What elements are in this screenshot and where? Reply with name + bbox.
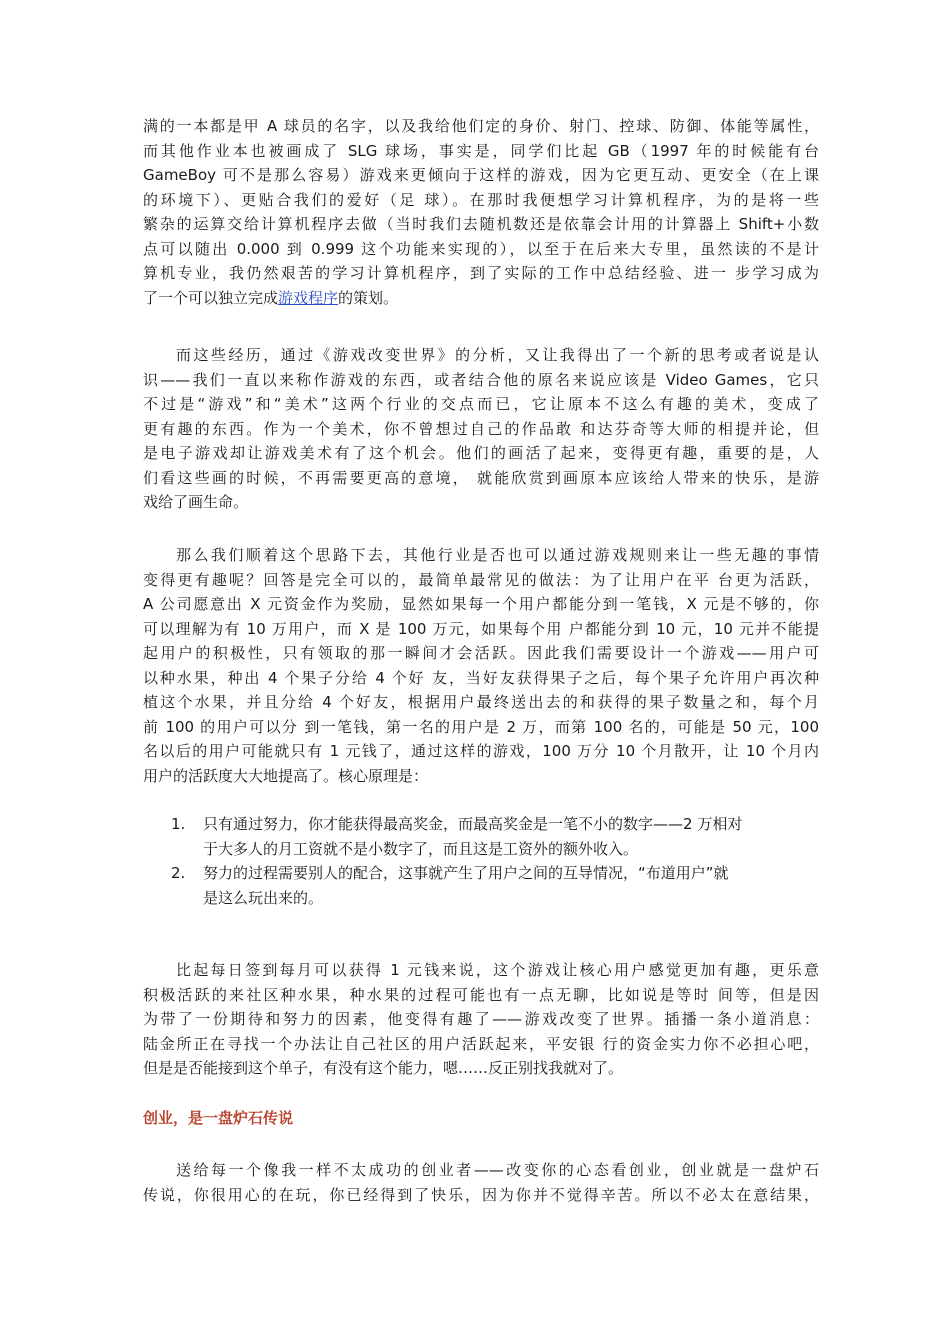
text-line: 们看这些画的时候，不再需要更高的意境， 就能欣赏到画原本应该给人带来的快乐，是游 xyxy=(143,468,819,487)
list-number: 1. xyxy=(171,815,186,833)
text-fragment: 了一个可以独立完成 xyxy=(143,288,279,307)
core-principles-list xyxy=(143,812,823,910)
text-line: 不过是“游戏”和“美术”这两个行业的交点而已，它让原本不这么有趣的美术，变成了 xyxy=(143,395,819,413)
text-line: 前 100 的用户可以分 到一笔钱，第一名的用户是 2 万，而第 100 名的，可能是 50 元，100 xyxy=(143,717,819,736)
text-line: 努力的过程需要别人的配合，这事就产生了用户之间的互导情况，“布道用户”就 xyxy=(203,864,729,882)
text-line: 可以理解为有 10 万用户，而 X 是 100 万元，如果每个用 户都能分到 10 元，10 元并不能提 xyxy=(143,619,819,638)
text-line: GameBoy 可不是那么容易）游戏来更倾向于这样的游戏，因为它更互动、更安全（在上课 xyxy=(143,166,819,184)
text-line: 繁杂的运算交给计算机程序去做（当时我们去随机数还是依靠会计用的计算器上 Shift+小数 xyxy=(143,215,819,233)
text-line: 比起每日签到每月可以获得 1 元钱来说，这个游戏让核心用户感觉更加有趣，更乐意 xyxy=(176,961,819,979)
text-line: 传说，你很用心的在玩，你已经得到了快乐，因为你并不觉得辛苦。所以不必太在意结果， xyxy=(143,1185,819,1204)
text-line: 变得更有趣呢？回答是完全可以的，最简单最常见的做法：为了让用户在平 台更为活跃， xyxy=(143,570,819,589)
text-line: 用户的活跃度大大地提高了。核心原理是： xyxy=(143,766,429,785)
text-line: 的环境下）、更贴合我们的爱好（足 球）。在那时我便想学习计算机程序，为的是将一些 xyxy=(143,190,819,209)
list-item xyxy=(143,861,823,910)
text-line: 名以后的用户可能就只有 1 元钱了，通过这样的游戏，100 万分 10 个月散开，让 10 个月内 xyxy=(143,742,819,760)
text-line: 陆金所正在寻找一个办法让自己社区的用户活跃起来，平安银 行的资金实力你不必担心吧， xyxy=(143,1034,819,1053)
text-line: 以种水果，种出 4 个果子分给 4 个好 友，当好友获得果子之后，每个果子允许用户再次种 xyxy=(143,668,819,687)
text-line: 送给每一个像我一样不太成功的创业者——改变你的心态看创业，创业就是一盘炉石 xyxy=(176,1161,819,1179)
paragraph-2 xyxy=(143,343,819,515)
text-line: 识——我们一直以来称作游戏的东西，或者结合他的原名来说应该是 Video Games，它只 xyxy=(143,370,819,389)
text-fragment: 的策划。 xyxy=(338,288,399,307)
paragraph-5 xyxy=(143,1158,819,1207)
paragraph-1 xyxy=(143,114,819,310)
text-line: 满的一本都是甲 A 球员的名字，以及我给他们定的身价、射门、控球、防御、体能等属性， xyxy=(143,117,819,135)
text-line: 是电子游戏却让游戏美术有了这个机会。他们的画活了起来，变得更有趣，重要的是，人 xyxy=(143,444,819,462)
text-line: A 公司愿意出 X 元资金作为奖励，显然如果每一个用户都能分到一笔钱，X 元是不够的，你 xyxy=(143,595,819,613)
section-heading: 创业，是一盘炉石传说 xyxy=(143,1109,294,1127)
text-line: 是这么玩出来的。 xyxy=(203,888,324,907)
text-line xyxy=(143,286,819,311)
text-line: 为带了一份期待和努力的因素，他变得有趣了——游戏改变了世界。插播一条小道消息： xyxy=(143,1010,819,1028)
text-line: 而这些经历，通过《游戏改变世界》的分析，又让我得出了一个新的思考或者说是认 xyxy=(176,346,819,364)
paragraph-3 xyxy=(143,543,819,788)
text-line: 积极活跃的来社区种水果，种水果的过程可能也有一点无聊，比如说是等时 间等，但是因 xyxy=(143,985,819,1004)
text-line: 于大多人的月工资就不是小数字了，而且这是工资外的额外收入。 xyxy=(203,839,639,858)
text-line: 植这个水果，并且分给 4 个好友，根据用户最终送出去的和获得的果子数量之和，每个月 xyxy=(143,693,819,711)
text-line: 算机专业，我仍然艰苦的学习计算机程序，到了实际的工作中总结经验、进一 步学习成为 xyxy=(143,264,819,282)
text-line: 只有通过努力，你才能获得最高奖金，而最高奖金是一笔不小的数字——2 万相对 xyxy=(203,815,743,833)
text-line: 但是是否能接到这个单子，有没有这个能力，嗯……反正别找我就对了。 xyxy=(143,1059,624,1077)
text-line: 更有趣的东西。作为一个美术，你不曾想过自己的作品敢 和达芬奇等大师的相提并论，但 xyxy=(143,419,819,438)
text-line: 戏给了画生命。 xyxy=(143,493,249,511)
list-number: 2. xyxy=(171,864,186,882)
text-line: 起用户的积极性，只有领取的那一瞬间才会活跃。因此我们需要设计一个游戏——用户可 xyxy=(143,644,819,662)
list-item xyxy=(143,812,823,861)
text-line: 那么我们顺着这个思路下去，其他行业是否也可以通过游戏规则来让一些无趣的事情 xyxy=(176,546,819,564)
game-program-link[interactable]: 游戏程序 xyxy=(278,288,339,307)
paragraph-4 xyxy=(143,958,819,1081)
text-line: 而其他作业本也被画成了 SLG 球场，事实是，同学们比起 GB（1997 年的时候能有台 xyxy=(143,141,819,160)
text-line: 点可以随出 0.000 到 0.999 这个功能来实现的），以至于在后来大专里，虽然读的不是计 xyxy=(143,239,819,258)
